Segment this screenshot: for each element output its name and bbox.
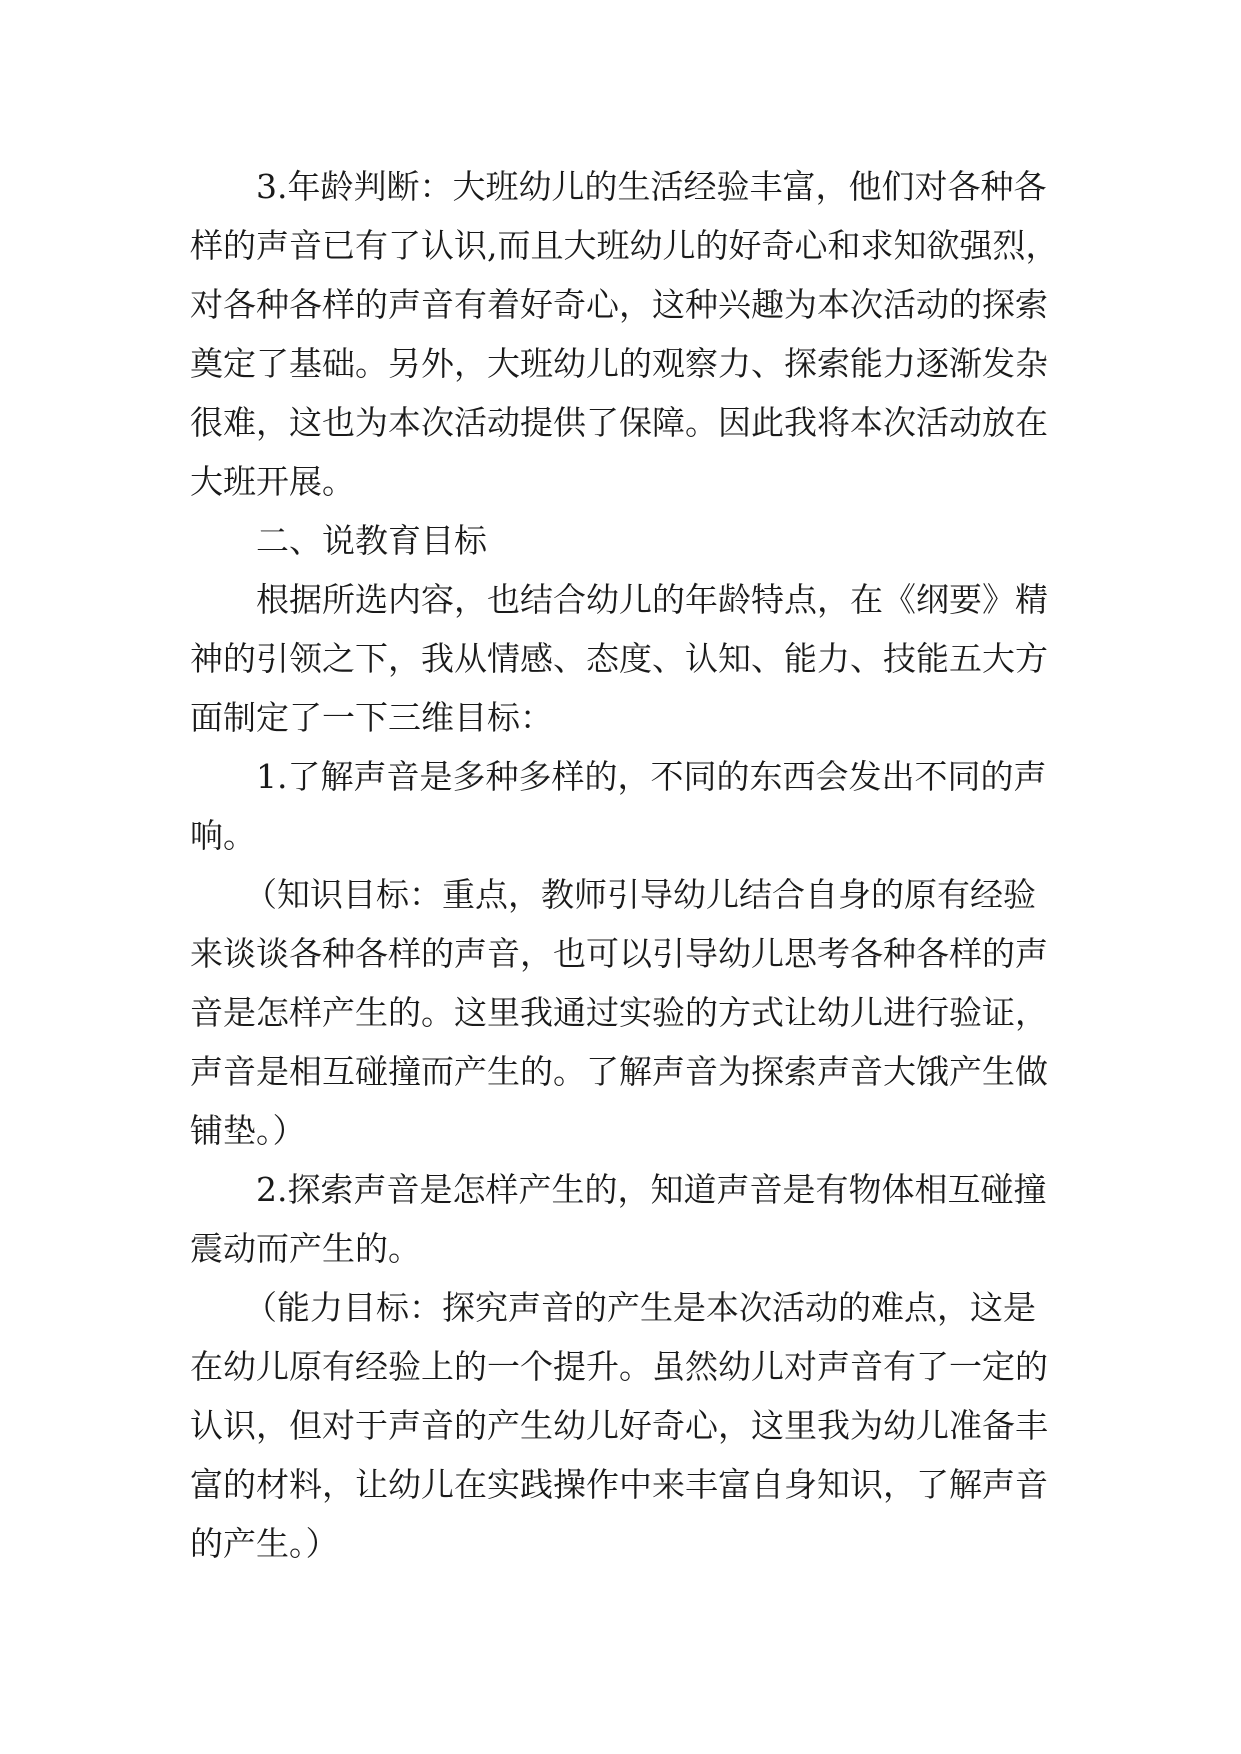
paragraph-line: 富的材料，让幼儿在实践操作中来丰富自身知识，了解声音 xyxy=(190,1465,1048,1504)
paragraph-line: 铺垫。） xyxy=(190,1111,306,1150)
paragraph-line: 3.年龄判断：大班幼儿的生活经验丰富，他们对各种各 xyxy=(256,167,1047,206)
paragraph-line: 面制定了一下三维目标： xyxy=(190,698,553,737)
paragraph-line: 的产生。） xyxy=(190,1524,339,1563)
paragraph-line: 认识，但对于声音的产生幼儿好奇心，这里我为幼儿准备丰 xyxy=(190,1406,1048,1445)
paragraph-line: 响。 xyxy=(190,816,256,855)
paragraph-line: 音是怎样产生的。这里我通过实验的方式让幼儿进行验证， xyxy=(190,993,1048,1032)
paragraph-line: 在幼儿原有经验上的一个提升。虽然幼儿对声音有了一定的 xyxy=(190,1347,1048,1386)
section-heading: 二、说教育目标 xyxy=(256,521,487,560)
paragraph-line: 震动而产生的。 xyxy=(190,1229,421,1268)
paragraph-line: 2.探索声音是怎样产生的，知道声音是有物体相互碰撞 xyxy=(256,1170,1047,1209)
paragraph-line: 根据所选内容，也结合幼儿的年龄特点，在《纲要》精 xyxy=(256,580,1048,619)
paragraph-line: 很难，这也为本次活动提供了保障。因此我将本次活动放在 xyxy=(190,403,1048,442)
paragraph-line: （能力目标：探究声音的产生是本次活动的难点，这是 xyxy=(244,1288,1036,1327)
paragraph-line: 1.了解声音是多种多样的，不同的东西会发出不同的声 xyxy=(256,757,1047,796)
paragraph-line: 对各种各样的声音有着好奇心，这种兴趣为本次活动的探索 xyxy=(190,285,1048,324)
paragraph-line: 神的引领之下，我从情感、态度、认知、能力、技能五大方 xyxy=(190,639,1048,678)
paragraph-line: 大班开展。 xyxy=(190,462,355,501)
paragraph-line: 声音是相互碰撞而产生的。了解声音为探索声音大饿产生做 xyxy=(190,1052,1048,1091)
paragraph-line: （知识目标：重点，教师引导幼儿结合自身的原有经验 xyxy=(244,875,1036,914)
paragraph-line: 奠定了基础。另外，大班幼儿的观察力、探索能力逐渐发杂 xyxy=(190,344,1048,383)
paragraph-line: 样的声音已有了认识,而且大班幼儿的好奇心和求知欲强烈， xyxy=(190,226,1059,265)
paragraph-line: 来谈谈各种各样的声音，也可以引导幼儿思考各种各样的声 xyxy=(190,934,1048,973)
